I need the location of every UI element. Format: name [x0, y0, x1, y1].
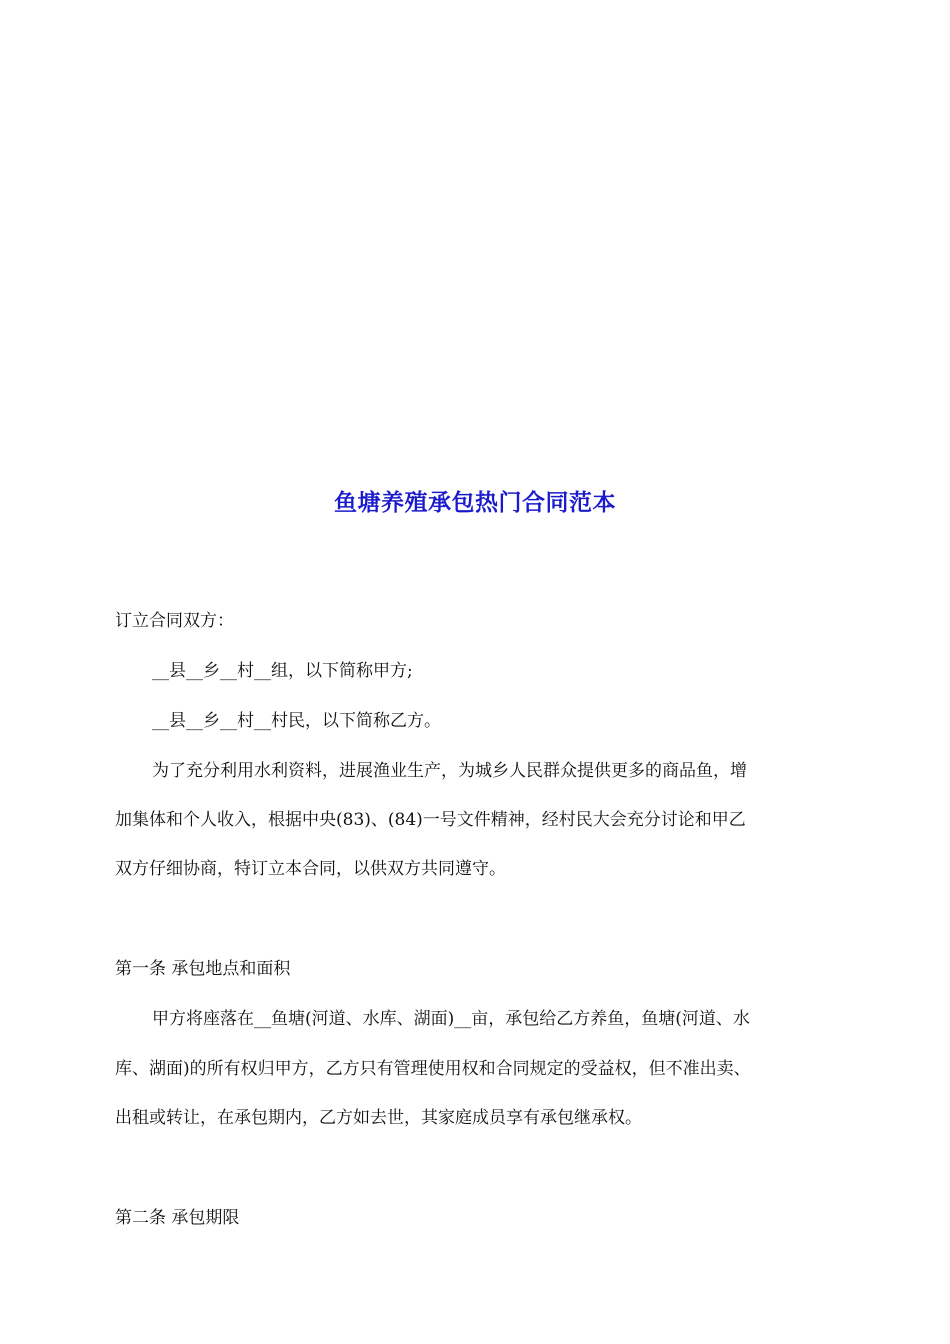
preamble-line: 双方仔细协商，特订立本合同，以供双方共同遵守。 — [115, 859, 506, 879]
article-2-heading: 第二条 承包期限 — [115, 1208, 240, 1228]
article-1-line: 库、湖面)的所有权归甲方，乙方只有管理使用权和合同规定的受益权，但不准出卖、 — [115, 1059, 751, 1079]
party-b-line: __县__乡__村__村民，以下简称乙方。 — [152, 711, 441, 731]
preamble-line: 为了充分利用水利资料，进展渔业生产，为城乡人民群众提供更多的商品鱼，增 — [152, 761, 747, 781]
article-1-line: 出租或转让，在承包期内，乙方如去世，其家庭成员享有承包继承权。 — [115, 1108, 642, 1128]
intro-heading: 订立合同双方： — [115, 611, 234, 631]
preamble-line: 加集体和个人收入，根据中央(83)、(84)一号文件精神，经村民大会充分讨论和甲乙 — [115, 810, 746, 830]
document-title: 鱼塘养殖承包热门合同范本 — [334, 490, 616, 516]
article-1-line: 甲方将座落在__鱼塘(河道、水库、湖面)__亩，承包给乙方养鱼，鱼塘(河道、水 — [152, 1009, 750, 1029]
article-1-heading: 第一条 承包地点和面积 — [115, 959, 291, 979]
party-a-line: __县__乡__村__组，以下简称甲方; — [152, 661, 413, 681]
